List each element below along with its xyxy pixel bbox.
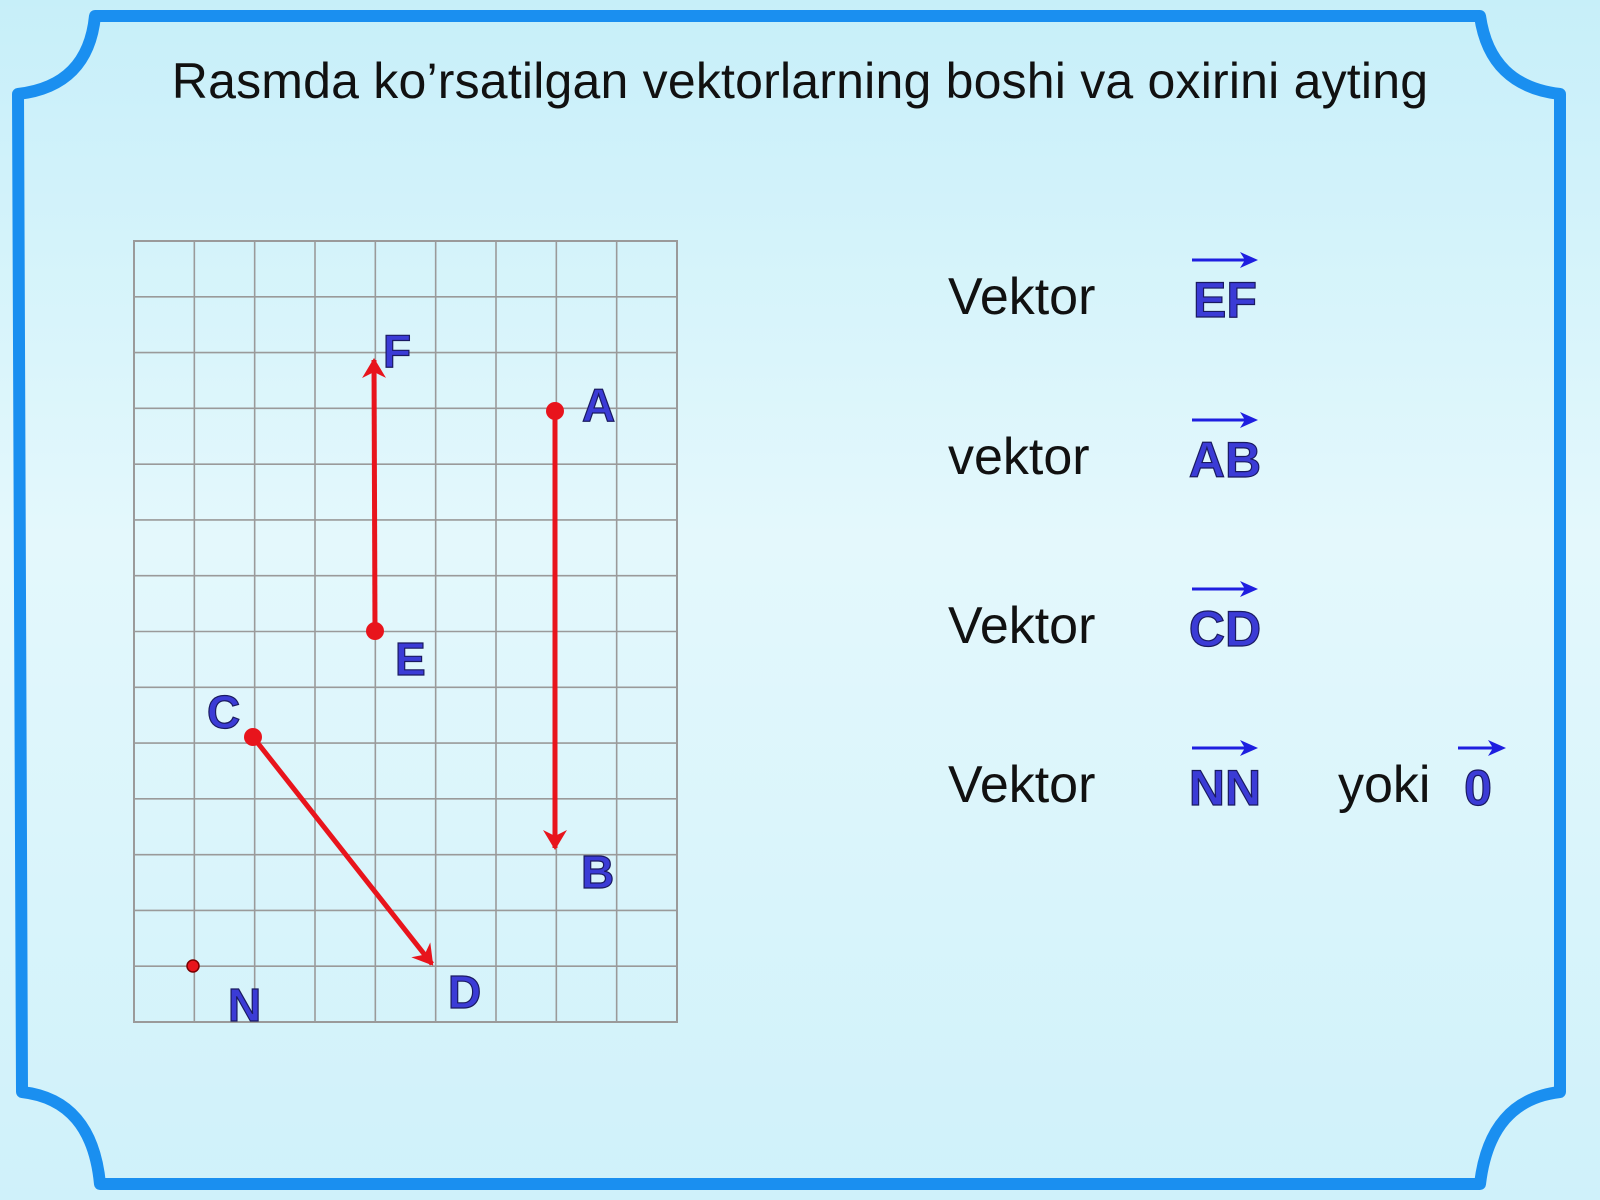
point-label-c: C [207,686,241,738]
vector-word: Vektor [948,597,1096,655]
point-c-dot [244,728,262,746]
vector-notation-ab [1180,409,1270,487]
point-n-dot [187,960,199,972]
vector-arrow-icon [1190,249,1260,271]
vector-arrow-icon [1456,737,1508,759]
point-label-f: F [383,325,412,377]
vector-arrow-icon [1190,737,1260,759]
point-label-b: B [581,846,615,898]
vector-notation-nn [1180,737,1270,815]
point-label-a: A [582,379,616,431]
point-e-dot [366,622,384,640]
alt-word: yoki [1338,756,1431,814]
page-title: Rasmda ko’rsatilgan vektorlarning boshi va oxirini ayting [171,53,1429,109]
point-a-dot [546,402,564,420]
vector-notation-cd [1180,578,1270,656]
vector-arrow-icon [1190,409,1260,431]
vector-notation-ef [1180,249,1270,327]
vector-name: CD [1188,601,1262,657]
vector-word: vektor [948,428,1090,486]
vector-row-nn [948,725,1548,815]
point-label-d: D [448,966,482,1018]
point-label-n: N [228,979,262,1031]
vector-word: Vektor [948,756,1096,814]
vector-notation-zero [1458,737,1498,815]
vector-name: AB [1188,432,1262,488]
vector-word: Vektor [948,268,1096,326]
vector-cd-line [253,737,432,964]
vector-name: EF [1193,272,1257,328]
vector-ef-line [374,360,375,631]
point-label-e: E [395,633,426,685]
vector-arrow-icon [1190,578,1260,600]
vector-name: 0 [1464,760,1492,816]
vector-name: NN [1188,760,1262,816]
